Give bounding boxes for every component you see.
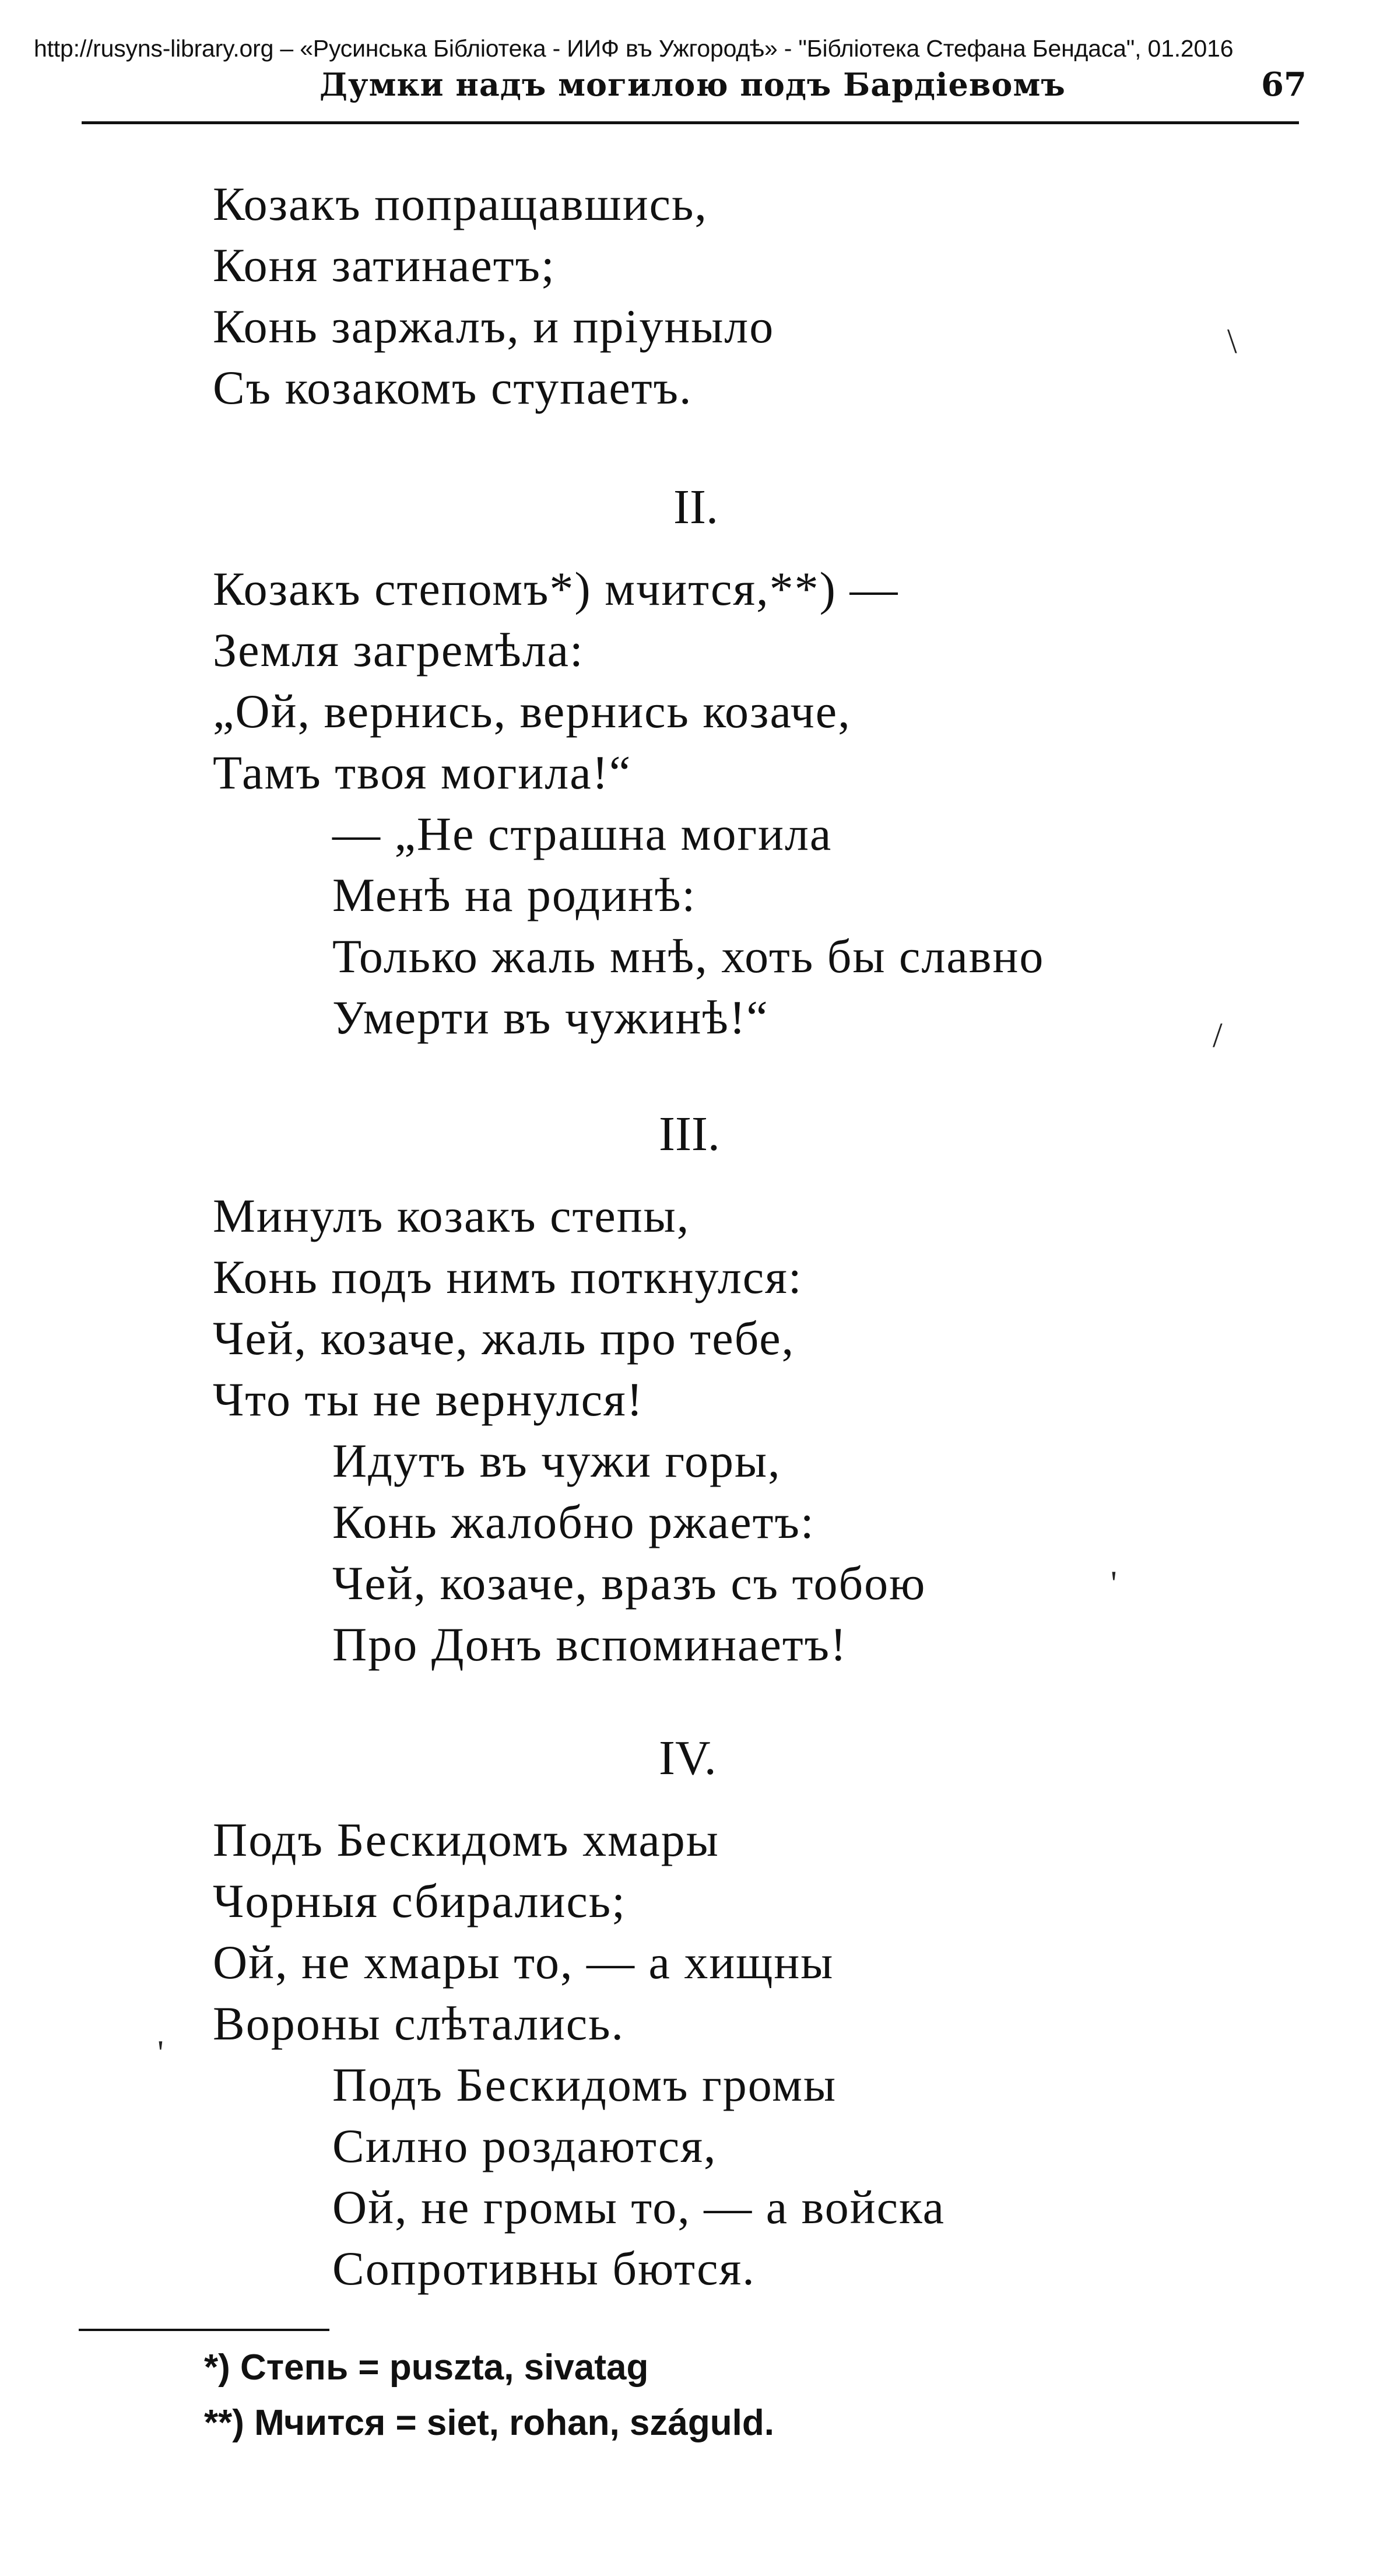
stanza-numeral: IV. bbox=[659, 1731, 717, 1785]
verse-line: Козакъ попращавшись, bbox=[213, 177, 708, 230]
verse-line: Чорныя сбирались; bbox=[213, 1874, 626, 1927]
verse-line: Подъ Бескидомъ хмары bbox=[213, 1813, 719, 1866]
verse-line: Минулъ козакъ степы, bbox=[213, 1189, 690, 1242]
page-number: 67 bbox=[1261, 65, 1307, 104]
verse-line: Идутъ въ чужи горы, bbox=[332, 1434, 781, 1487]
verse-line: Конь подъ нимъ поткнулся: bbox=[213, 1250, 803, 1303]
verse-line: Земля загремѣла: bbox=[213, 623, 584, 677]
verse-line: Ой, не громы то, — а войска bbox=[332, 2181, 946, 2234]
footnote: *) Степь = puszta, sivatag bbox=[204, 2347, 649, 2388]
verse-line: Менѣ на родинѣ: bbox=[332, 868, 697, 921]
footnote: **) Мчится = siet, rohan, száguld. bbox=[204, 2403, 774, 2443]
verse-line: Вороны слѣтались. bbox=[213, 1997, 625, 2050]
verse-line: Чей, козаче, жаль про тебе, bbox=[213, 1312, 795, 1365]
verse-line: Тамъ твоя могила!“ bbox=[213, 746, 632, 799]
verse-line: Подъ Бескидомъ громы bbox=[332, 2058, 837, 2111]
verse-line: Конь жалобно ржаетъ: bbox=[332, 1495, 815, 1548]
verse-line: Козакъ степомъ*) мчится,**) — bbox=[213, 562, 899, 615]
scan-speck: ' bbox=[157, 2034, 164, 2072]
verse-line: Коня затинаетъ; bbox=[213, 239, 556, 292]
verse-line: Ой, не хмары то, — а хищны bbox=[213, 1936, 834, 1989]
header-rule bbox=[82, 121, 1299, 124]
verse-line: Конь заржалъ, и пріуныло bbox=[213, 300, 775, 353]
source-attribution: http://rusyns-library.org – «Русинська Бібліотека - ИИФ въ Ужгородѣ» - "Бібліотека Стефана Бендаса", 01.2016 bbox=[34, 35, 1234, 62]
verse-line: Что ты не вернулся! bbox=[213, 1373, 644, 1426]
scan-speck: \ bbox=[1227, 322, 1237, 360]
stanza-numeral: II. bbox=[673, 480, 718, 534]
scan-speck: / bbox=[1213, 1016, 1223, 1054]
verse-line: Умерти въ чужинѣ!“ bbox=[332, 991, 769, 1044]
verse-line: Только жаль мнѣ, хоть бы славно bbox=[332, 930, 1045, 983]
verse-line: Про Донъ вспоминаетъ! bbox=[332, 1618, 848, 1671]
footnote-rule bbox=[79, 2329, 329, 2331]
verse-line: „Ой, вернись, вернись козаче, bbox=[213, 685, 851, 738]
verse-line: Съ козакомъ ступаетъ. bbox=[213, 361, 693, 414]
running-title: Думки надъ могилою подъ Бардіевомъ bbox=[319, 66, 1066, 103]
scan-speck: ' bbox=[1111, 1564, 1117, 1603]
stanza-numeral: III. bbox=[659, 1107, 720, 1161]
verse-line: Силно роздаются, bbox=[332, 2119, 717, 2172]
verse-line: — „Не страшна могила bbox=[332, 807, 833, 860]
verse-line: Сопротивны бются. bbox=[332, 2242, 756, 2295]
verse-line: Чей, козаче, вразъ съ тобою bbox=[332, 1557, 926, 1610]
